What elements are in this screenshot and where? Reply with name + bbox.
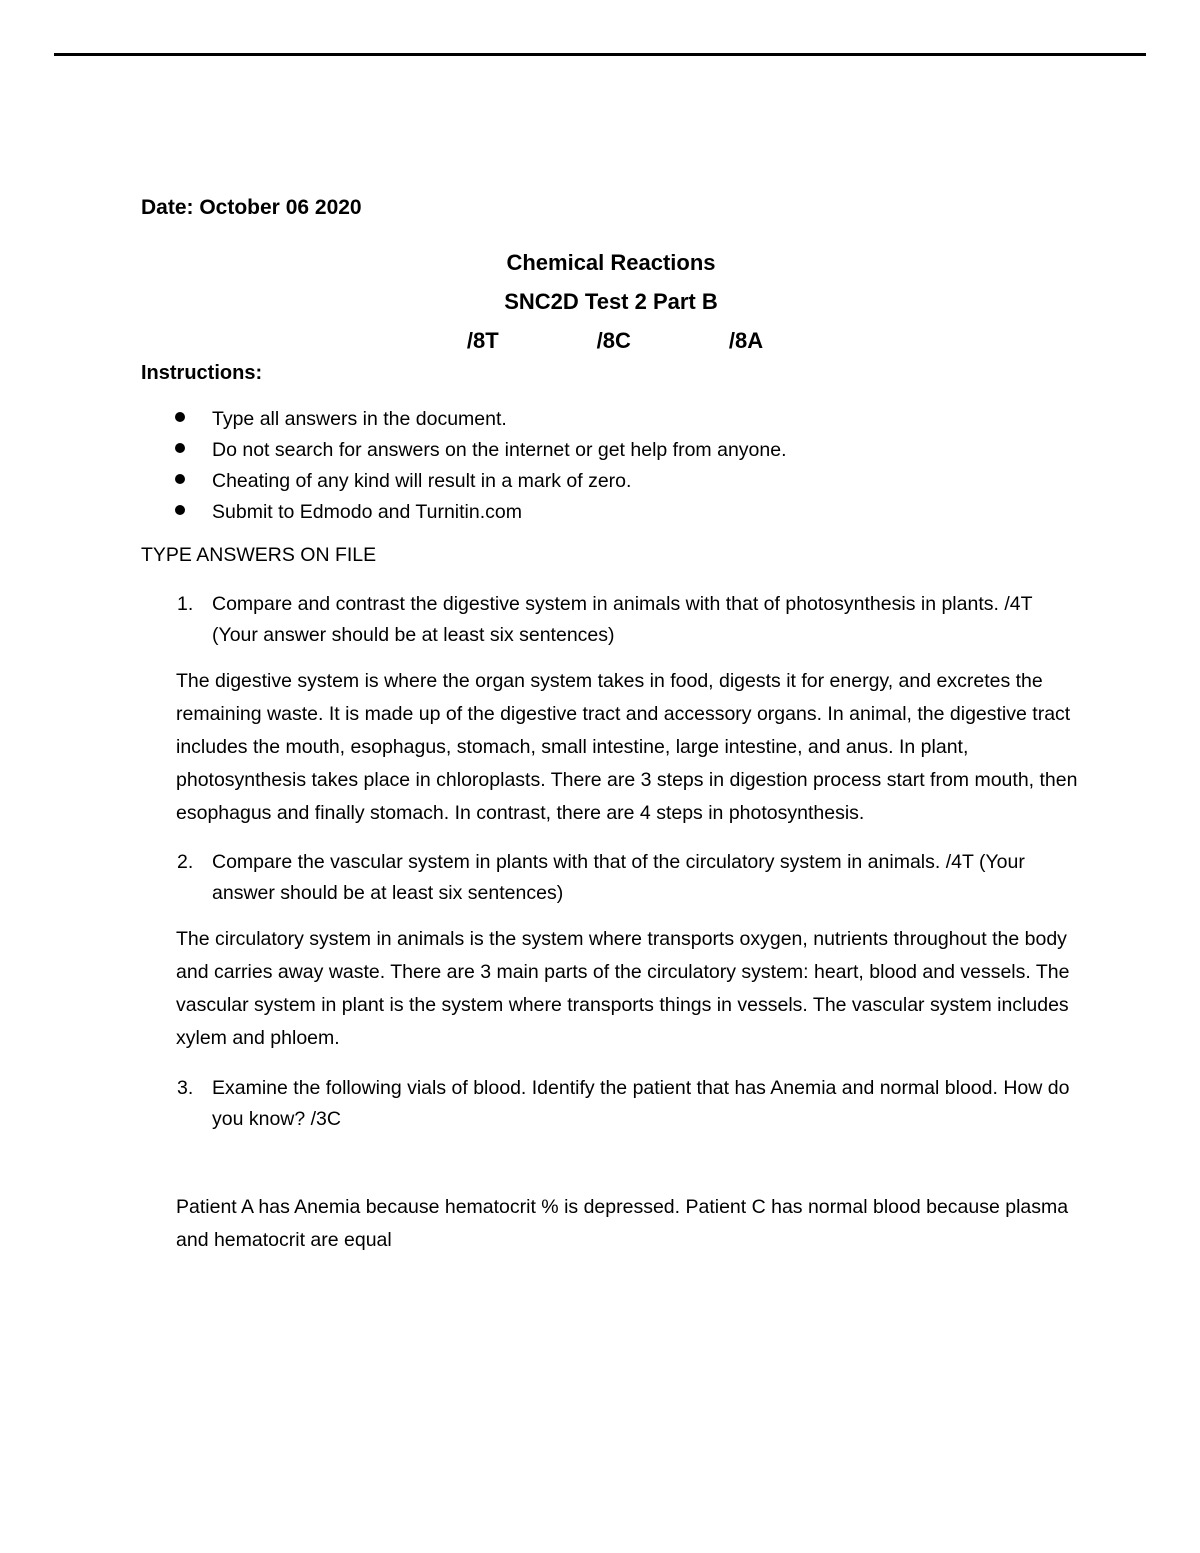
marks-application: /8A: [728, 328, 764, 353]
document-body: [141, 194, 1081, 1257]
marks-thinking: /8T: [466, 328, 499, 353]
question-text: Compare and contrast the digestive system in animals with that of photosynthesis in plants. /4T (Your answer should be at least six sentences): [212, 593, 1033, 646]
instruction-text: Type all answers in the document.: [212, 408, 507, 430]
question-2: [141, 847, 1081, 909]
marks-communication: /8C: [596, 328, 631, 353]
instruction-text: Do not search for answers on the internet or get help from anyone.: [212, 439, 787, 461]
list-item: [141, 437, 1081, 468]
marks-row: [141, 326, 1081, 360]
title-block: [141, 248, 1081, 326]
instruction-text: Cheating of any kind will result in a mark of zero.: [212, 470, 632, 492]
bullet-icon: [175, 505, 185, 515]
question-text: Compare the vascular system in plants with that of the circulatory system in animals. /4T (Your answer should be at least six sentences): [212, 851, 1025, 904]
bullet-icon: [175, 443, 185, 453]
question-number: 2.: [177, 851, 194, 873]
document-subtitle: SNC2D Test 2 Part B: [504, 289, 718, 314]
answer-3[interactable]: Patient A has Anemia because hematocrit % is depressed. Patient C has normal blood because plasma and hematocrit are equal: [176, 1196, 1069, 1251]
question-number: 3.: [177, 1077, 194, 1099]
question-3: [141, 1073, 1081, 1135]
instructions-heading: Instructions:: [141, 362, 263, 384]
bullet-icon: [175, 474, 185, 484]
list-item: [141, 468, 1081, 499]
answer-2[interactable]: The circulatory system in animals is the system where transports oxygen, nutrients throughout the body and carries away waste. There are 3 main parts of the circulatory system: heart, blood and vessels. The vascular system in plant is the system where transports things in vessels. The vascular system includes xylem and phloem.: [176, 928, 1070, 1049]
document-date: Date: October 06 2020: [141, 196, 362, 219]
bullet-icon: [175, 412, 185, 422]
instruction-text: Submit to Edmodo and Turnitin.com: [212, 501, 522, 523]
question-text: Examine the following vials of blood. Identify the patient that has Anemia and normal blood. How do you know? /3C: [212, 1077, 1070, 1130]
instructions-list: [141, 406, 1081, 530]
type-answers-note: TYPE ANSWERS ON FILE: [141, 544, 377, 566]
header-rule: [54, 53, 1146, 56]
document-title: Chemical Reactions: [506, 250, 716, 275]
question-1: [141, 589, 1081, 651]
list-item: [141, 499, 1081, 530]
question-number: 1.: [177, 593, 194, 615]
list-item: [141, 406, 1081, 437]
answer-1[interactable]: The digestive system is where the organ system takes in food, digests it for energy, and excretes the remaining waste. It is made up of the digestive tract and accessory organs. In animal, the digestive tract includes the mouth, esophagus, stomach, small intestine, large intestine, and anus. In plant, photosynthesis takes place in chloroplasts. There are 3 steps in digestion process start from mouth, then esophagus and finally stomach. In contrast, there are 4 steps in photosynthesis.: [176, 670, 1078, 824]
